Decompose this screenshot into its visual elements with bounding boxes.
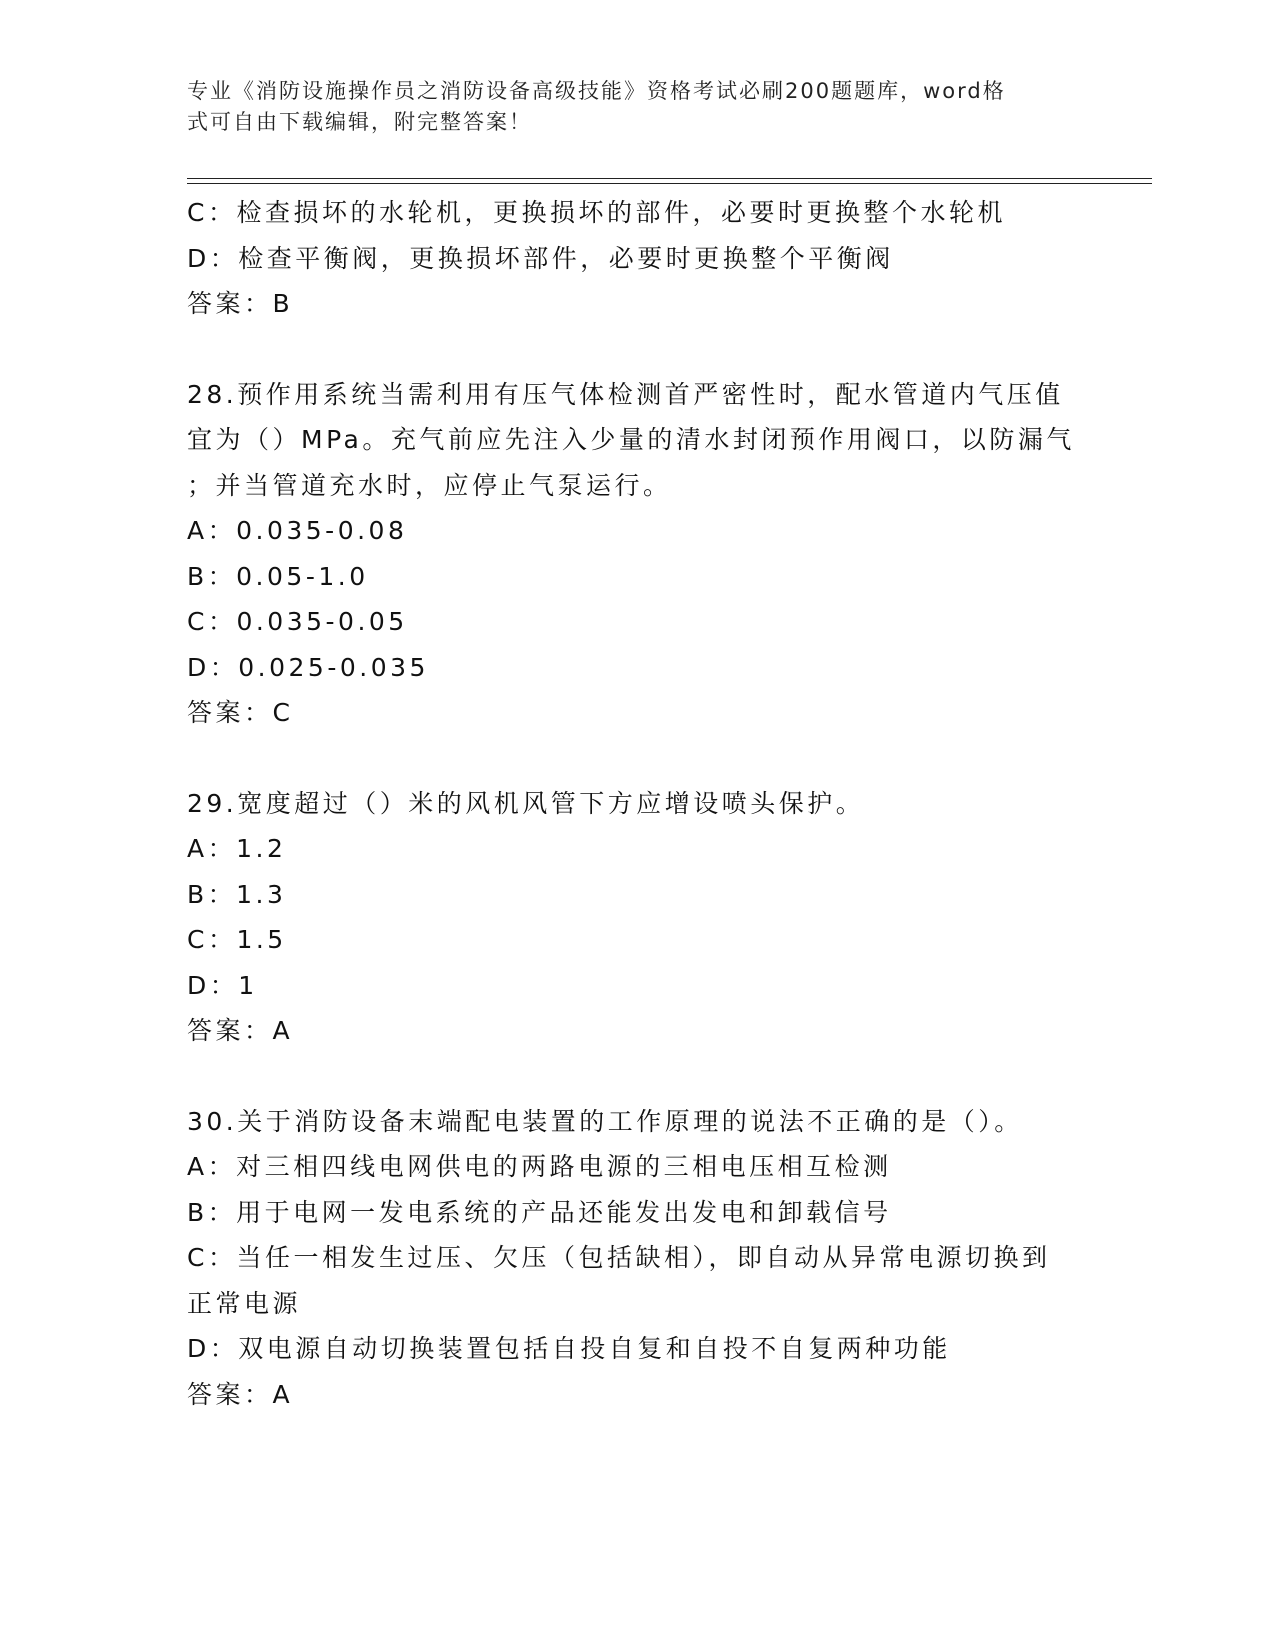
answer-line: 答案：C xyxy=(187,698,294,727)
spacer xyxy=(187,327,1087,372)
spacer xyxy=(187,1054,1087,1099)
question-27-tail xyxy=(187,190,1087,327)
option-d: D：双电源自动切换装置包括自投自复和自投不自复两种功能 xyxy=(187,1334,951,1363)
question-28 xyxy=(187,372,1087,736)
question-stem: 30.关于消防设备末端配电装置的工作原理的说法不正确的是（）。 xyxy=(187,1106,1023,1136)
question-30 xyxy=(187,1099,1087,1418)
option-d: D：0.025-0.035 xyxy=(187,652,429,682)
question-stem: 28.预作用系统当需利用有压气体检测首严密性时，配水管道内气压值 xyxy=(187,379,1064,409)
question-stem: 宜为（）MPa。充气前应先注入少量的清水封闭预作用阀口，以防漏气 xyxy=(187,425,1075,454)
answer-line: 答案：A xyxy=(187,1379,294,1409)
option-d: D：1 xyxy=(187,970,258,1000)
header-divider-top xyxy=(187,178,1152,179)
question-stem: 29.宽度超过（）米的风机风管下方应增设喷头保护。 xyxy=(187,788,865,818)
header-divider-bottom xyxy=(187,183,1152,184)
option-b: B：1.3 xyxy=(187,879,287,909)
option-c: C：0.035-0.05 xyxy=(187,607,408,636)
question-stem: ；并当管道充水时，应停止气泵运行。 xyxy=(187,470,672,500)
option-c: C：1.5 xyxy=(187,925,287,954)
option-b: B：0.05-1.0 xyxy=(187,561,369,591)
answer-line: 答案：A xyxy=(187,1016,294,1045)
option-b: B：用于电网一发电系统的产品还能发出发电和卸载信号 xyxy=(187,1197,892,1227)
question-29 xyxy=(187,781,1087,1054)
option-d: D：检查平衡阀，更换损坏部件，必要时更换整个平衡阀 xyxy=(187,243,894,273)
option-c-continued: 正常电源 xyxy=(187,1288,302,1318)
document-header xyxy=(187,76,1087,138)
option-c: C：当任一相发生过压、欠压（包括缺相），即自动从异常电源切换到 xyxy=(187,1243,1051,1272)
option-a: A：0.035-0.08 xyxy=(187,516,408,545)
header-line-2: 式可自由下载编辑，附完整答案！ xyxy=(187,110,532,134)
option-a: A：对三相四线电网供电的两路电源的三相电压相互检测 xyxy=(187,1152,892,1181)
question-content xyxy=(187,190,1087,1417)
answer-line: 答案：B xyxy=(187,289,294,318)
option-a: A：1.2 xyxy=(187,834,287,863)
header-line-1: 专业《消防设施操作员之消防设备高级技能》资格考试必刷200题题库，word格 xyxy=(187,79,1006,103)
spacer xyxy=(187,736,1087,781)
option-c: C：检查损坏的水轮机，更换损坏的部件，必要时更换整个水轮机 xyxy=(187,198,1006,227)
